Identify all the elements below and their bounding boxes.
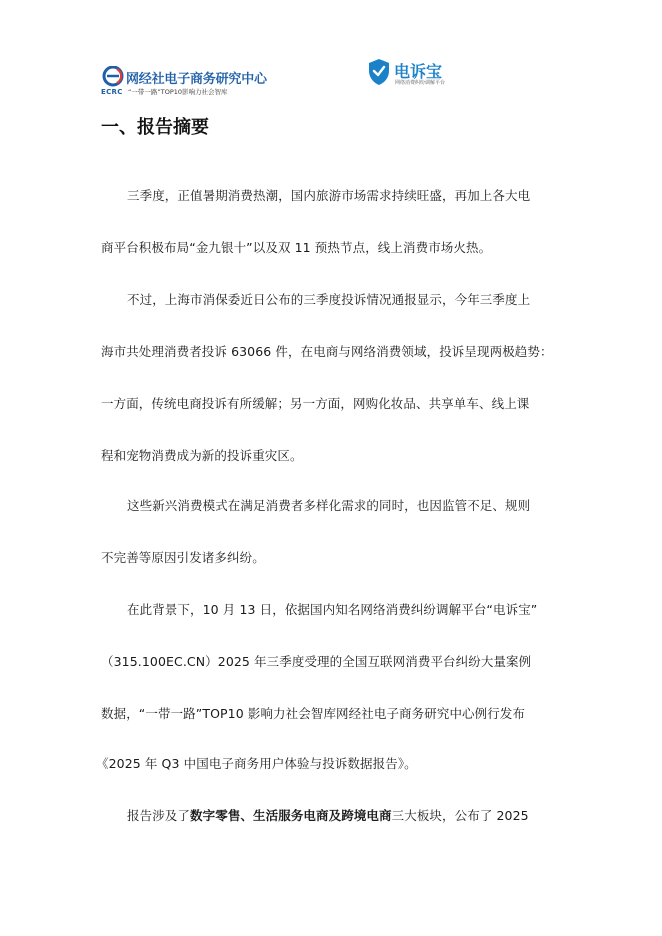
ecrc-title: 网经社电子商务研究中心 xyxy=(126,72,267,87)
paragraph-4-line-1: 在此背景下，10 月 13 日，依据国内知名网络消费纠纷调解平台“电诉宝” xyxy=(127,602,538,617)
dianshubao-subtitle: 网络消费纠纷调解平台 xyxy=(395,80,446,86)
paragraph-4-line-2: （315.100EC.CN）2025 年三季度受理的全国互联网消费平台纠纷大量案例 xyxy=(101,654,532,669)
paragraph-2-line-1: 不过，上海市消保委近日公布的三季度投诉情况通报显示，今年三季度上 xyxy=(127,292,531,307)
paragraph-3-line-2: 不完善等原因引发诸多纠纷。 xyxy=(101,550,265,565)
page-header xyxy=(0,0,662,110)
paragraph-1-line-1: 三季度，正值暑期消费热潮，国内旅游市场需求持续旺盛，再加上各大电 xyxy=(127,188,531,203)
paragraph-5-suffix: 三大板块，公布了 2025 xyxy=(391,808,529,823)
section-title: 一、报告摘要 xyxy=(101,117,209,138)
paragraph-3-line-1: 这些新兴消费模式在满足消费者多样化需求的同时，也因监管不足、规则 xyxy=(127,498,531,513)
dianshubao-logo xyxy=(367,58,467,90)
paragraph-4-line-4: 《2025 年 Q3 中国电子商务用户体验与投诉数据报告》。 xyxy=(96,756,417,771)
paragraph-2-line-3: 一方面，传统电商投诉有所缓解；另一方面，网购化妆品、共享单车、线上课 xyxy=(101,396,530,411)
ecrc-subtitle: “一带一路”TOP10影响力社会智库 xyxy=(128,88,228,96)
paragraph-2-line-2: 海市共处理消费者投诉 63066 件，在电商与网络消费领域，投诉呈现两极趋势： xyxy=(101,344,553,359)
paragraph-5-line-1 xyxy=(127,806,529,824)
dianshubao-title: 电诉宝 xyxy=(394,62,443,81)
paragraph-5-bold: 数字零售、生活服务电商及跨境电商 xyxy=(190,808,392,823)
ecrc-abbr: ECRC xyxy=(101,88,123,96)
shield-icon xyxy=(367,58,391,86)
ecrc-logo xyxy=(101,66,281,102)
paragraph-2-line-4: 程和宠物消费成为新的投诉重灾区。 xyxy=(101,448,303,463)
paragraph-1-line-2: 商平台积极布局“金九银十”以及双 11 预热节点，线上消费市场火热。 xyxy=(101,240,492,255)
paragraph-5-prefix: 报告涉及了 xyxy=(127,808,191,823)
paragraph-4-line-3: 数据，“一带一路”TOP10 影响力社会智库网经社电子商务研究中心例行发布 xyxy=(101,706,526,721)
